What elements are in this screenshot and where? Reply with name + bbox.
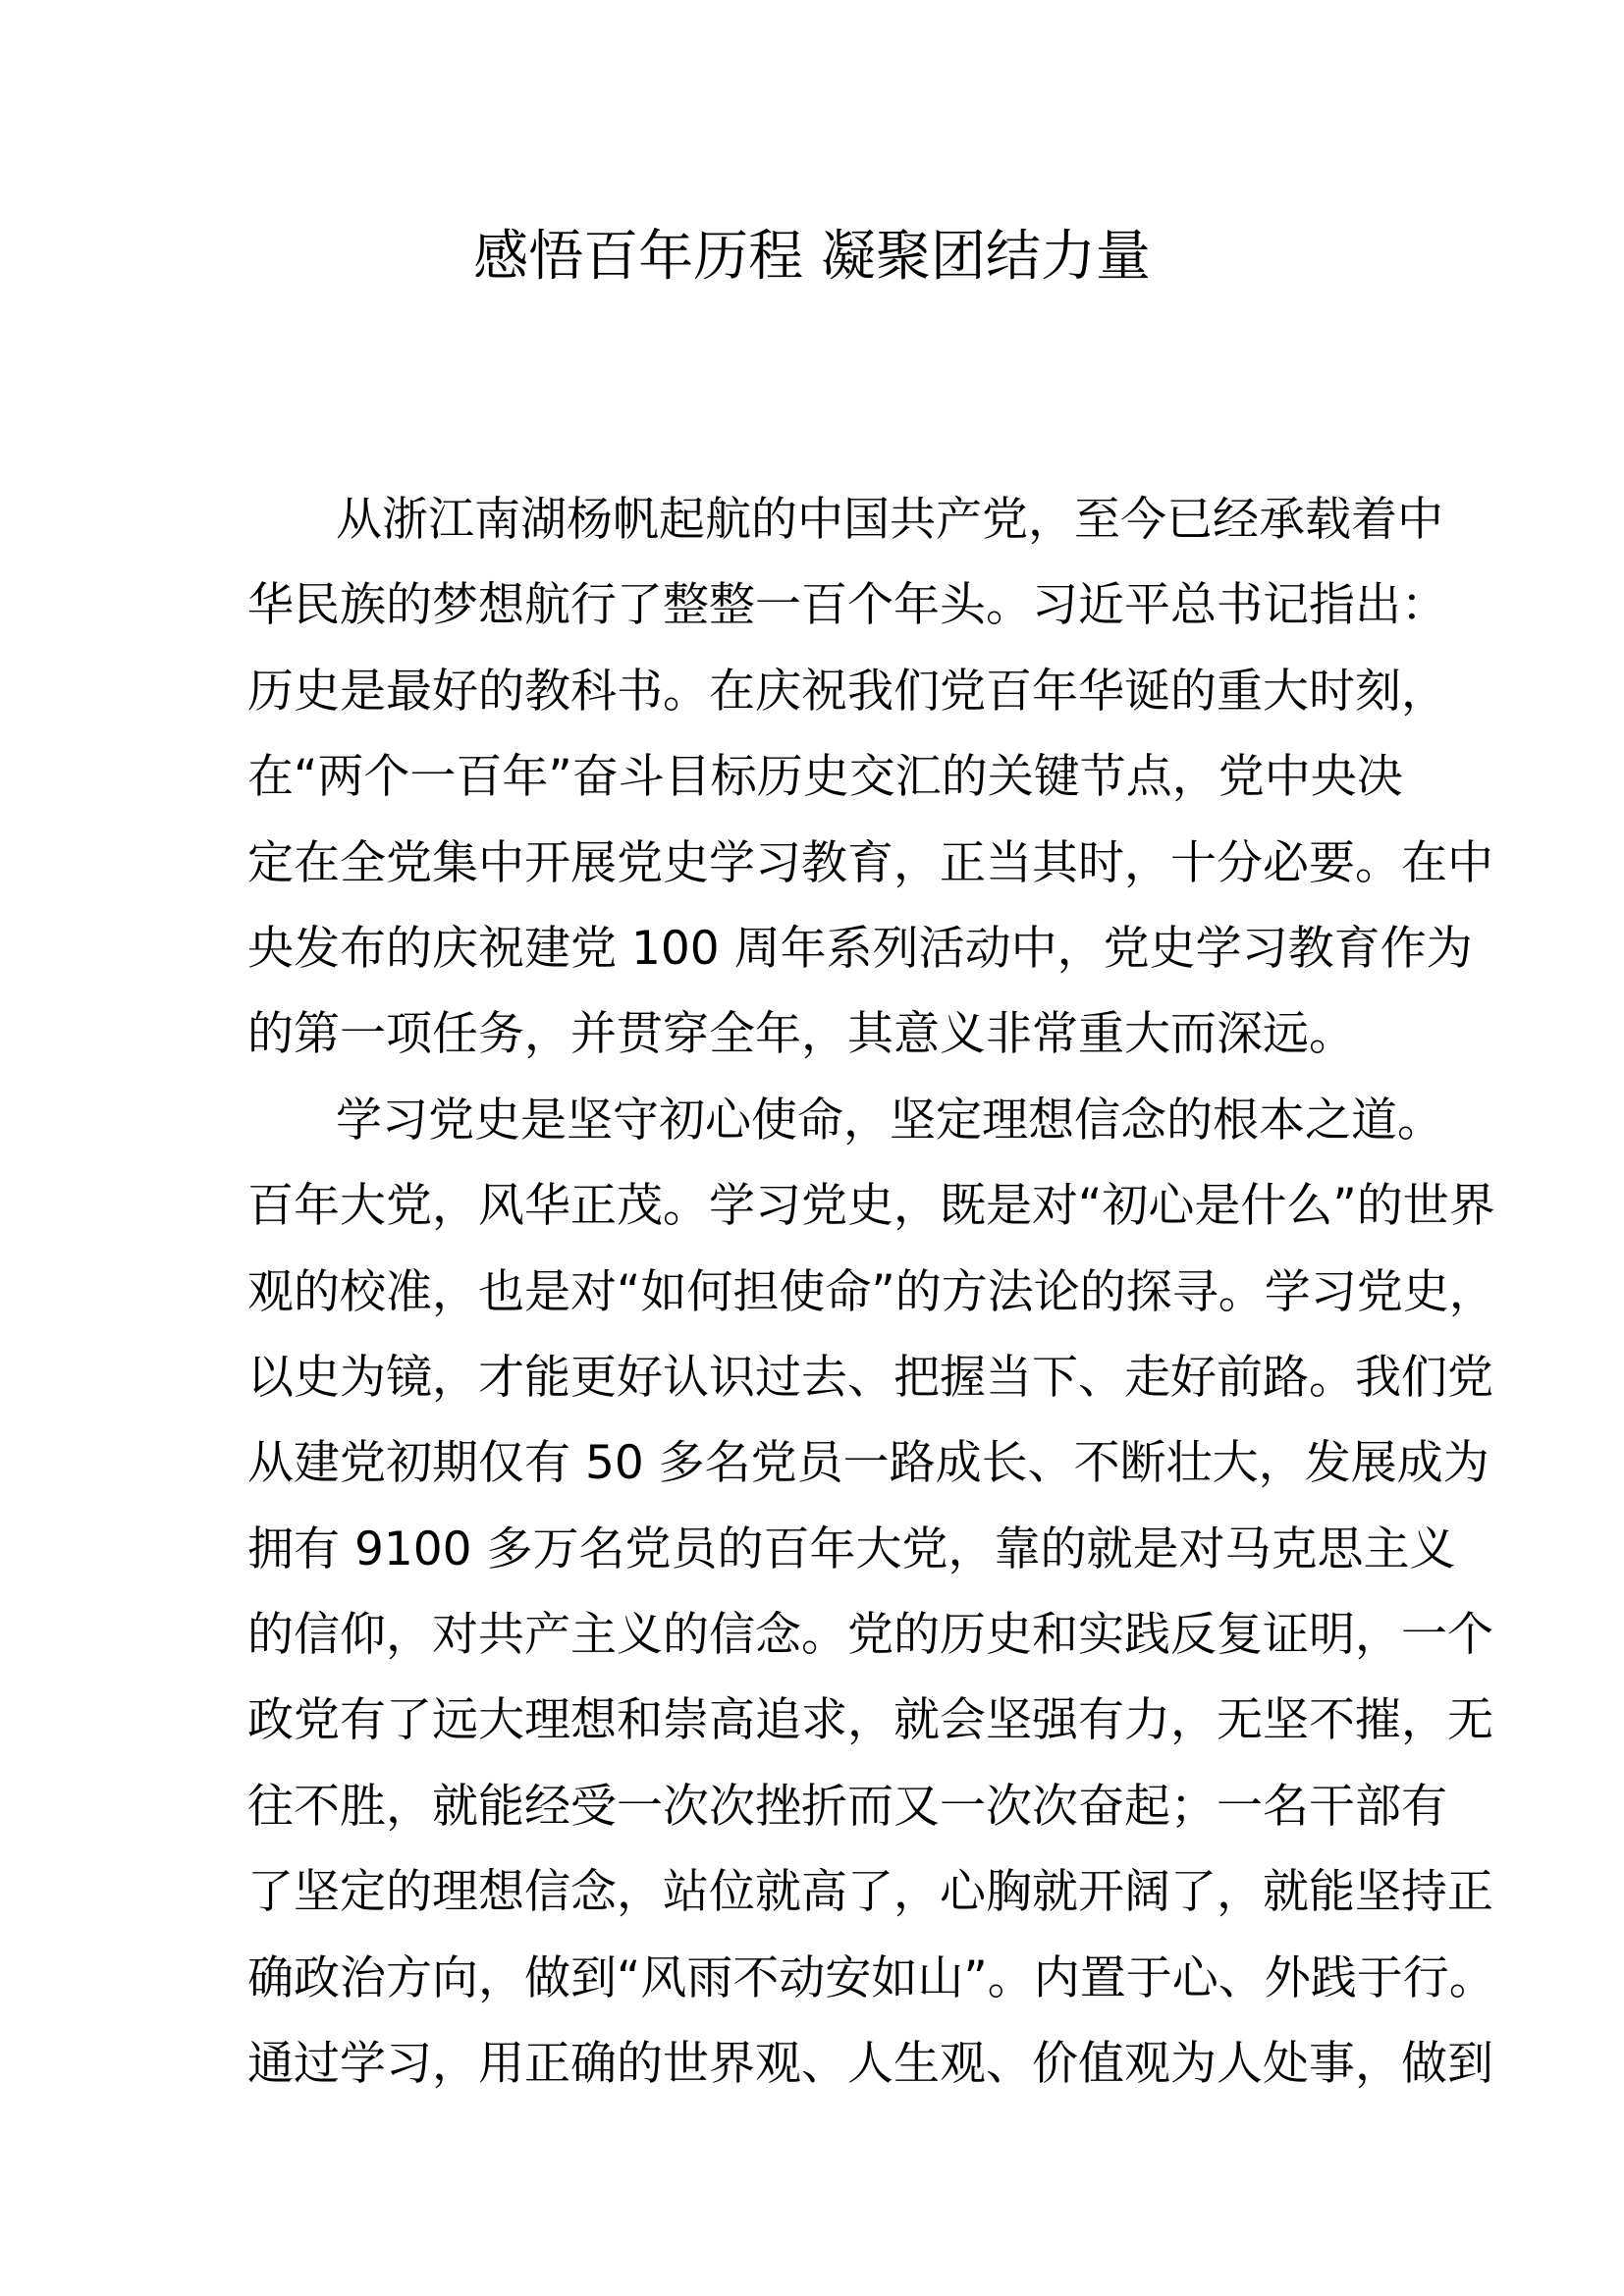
paragraph-1-line-1: 从浙江南湖杨帆起航的中国共产党，至今已经承载着中 xyxy=(336,493,1443,547)
paragraph-2-line-10: 了坚定的理想信念，站位就高了，心胸就开阔了，就能坚持正 xyxy=(247,1865,1493,1920)
paragraph-2-line-9: 往不胜，就能经受一次次挫折而又一次次奋起；一名干部有 xyxy=(247,1779,1447,1834)
paragraph-1-line-5: 定在全党集中开展党史学习教育，正当其时，十分必要。在中 xyxy=(247,835,1493,890)
paragraph-1-line-6: 央发布的庆祝建党 100 周年系列活动中，党史学习教育作为 xyxy=(247,921,1473,976)
paragraph-2-line-4: 以史为镜，才能更好认识过去、把握当下、走好前路。我们党 xyxy=(247,1350,1493,1405)
paragraph-1-line-4: 在“两个一百年”奋斗目标历史交汇的关键节点，党中央决 xyxy=(247,750,1403,805)
paragraph-2-line-1: 学习党史是坚守初心使命，坚定理想信念的根本之道。 xyxy=(336,1093,1443,1148)
paragraph-1-line-3: 历史是最好的教科书。在庆祝我们党百年华诞的重大时刻， xyxy=(247,664,1447,719)
paragraph-1-line-2: 华民族的梦想航行了整整一百个年头。习近平总书记指出： xyxy=(247,578,1447,633)
paragraph-2-line-8: 政党有了远大理想和崇高追求，就会坚强有力，无坚不摧，无 xyxy=(247,1693,1493,1748)
document-title: 感悟百年历程 凝聚团结力量 xyxy=(473,225,1151,289)
paragraph-2-line-3: 观的校准，也是对“如何担使命”的方法论的探寻。学习党史， xyxy=(247,1264,1495,1319)
paragraph-2-line-5: 从建党初期仅有 50 多名党员一路成长、不断壮大，发展成为 xyxy=(247,1436,1489,1491)
paragraph-2-line-7: 的信仰，对共产主义的信念。党的历史和实践反复证明，一个 xyxy=(247,1608,1493,1663)
paragraph-2-line-12: 通过学习，用正确的世界观、人生观、价值观为人处事，做到 xyxy=(247,2037,1493,2092)
document-body xyxy=(247,477,1495,2107)
paragraph-1-line-7: 的第一项任务，并贯穿全年，其意义非常重大而深远。 xyxy=(247,1007,1355,1062)
paragraph-2-line-11: 确政治方向，做到“风雨不动安如山”。内置于心、外践于行。 xyxy=(247,1950,1495,2005)
paragraph-2-line-6: 拥有 9100 多万名党员的百年大党，靠的就是对马克思主义 xyxy=(247,1522,1456,1576)
paragraph-2-line-2: 百年大党，风华正茂。学习党史，既是对“初心是什么”的世界 xyxy=(247,1179,1495,1234)
